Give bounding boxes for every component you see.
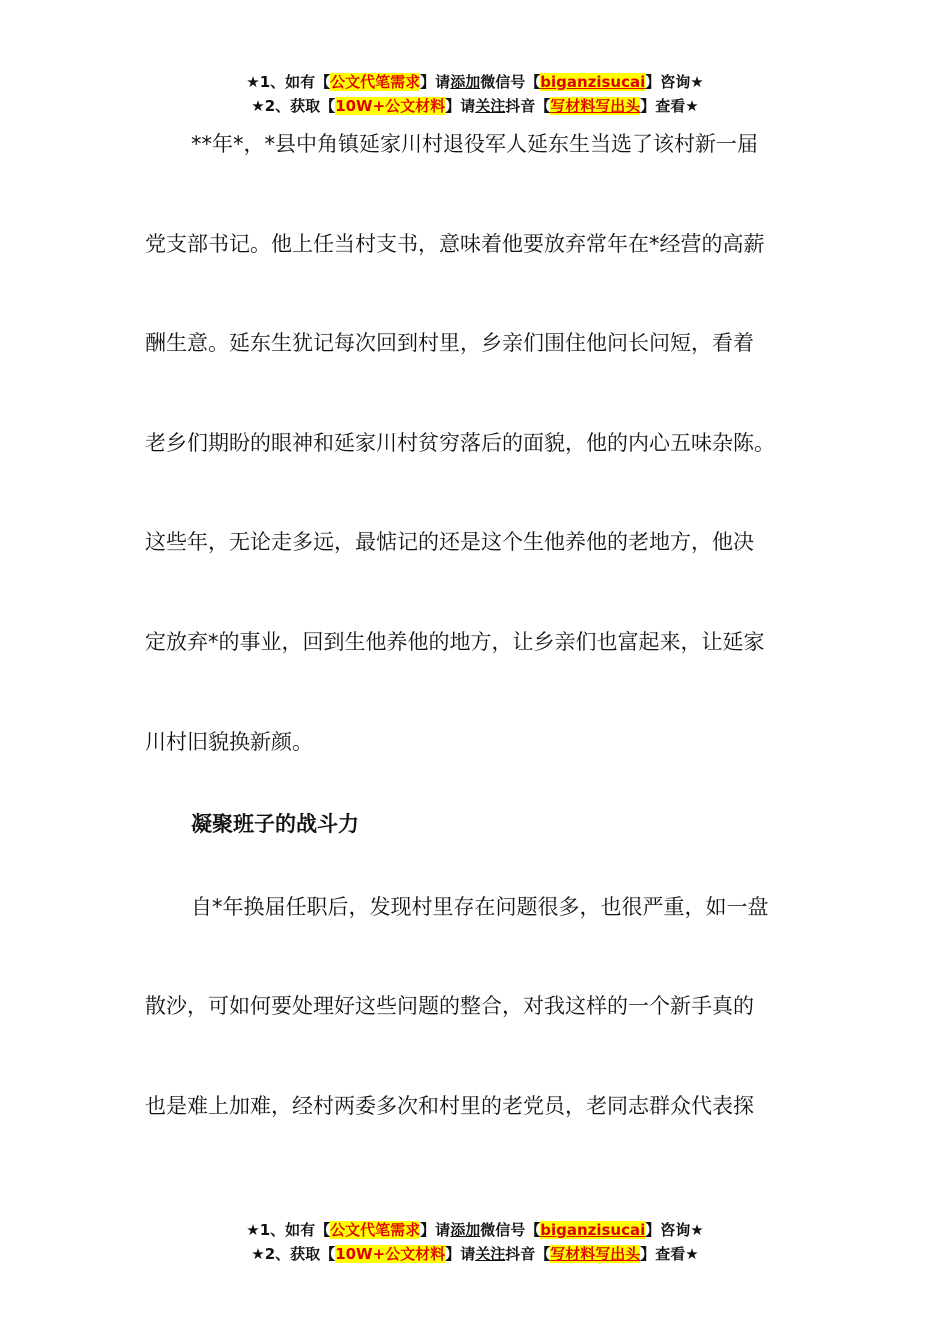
paragraph-line: 定放弃*的事业，回到生他养他的地方，让乡亲们也富起来，让延家 [145,630,765,654]
promo-line-1-mid: 】请 [420,1221,451,1239]
promo-line-1 [0,70,950,94]
paragraph-line: 自*年换届任职后，发现村里存在问题很多，也很严重，如一盘 [191,895,769,919]
section-heading: 凝聚班子的战斗力 [191,812,359,836]
promo-emphasis-add: 添加 [450,73,481,91]
promo-highlight-materials: 10W+公文材料 [335,1245,446,1263]
promo-line-1-suffix: 】咨询★ [645,1221,704,1239]
promo-line-2-prefix: ★2、获取【 [251,1245,336,1263]
promo-line-1 [0,1218,950,1242]
paragraph-line: 散沙，可如何要处理好这些问题的整合，对我这样的一个新手真的 [145,994,754,1018]
promo-line-2-suffix: 】查看★ [640,97,699,115]
promo-line-2 [0,94,950,118]
promo-emphasis-follow: 关注 [475,97,506,115]
paragraph-line: 酬生意。延东生犹记每次回到村里，乡亲们围住他问长问短，看着 [145,331,754,355]
promo-emphasis-follow: 关注 [475,1245,506,1263]
promo-wechat-id-link[interactable]: biganzisucai [540,1221,646,1239]
promo-line-1-mid2: 微信号【 [480,73,541,91]
paragraph-line: 党支部书记。他上任当村支书，意味着他要放弃常年在*经营的高薪 [145,232,765,256]
promo-line-2-mid2: 抖音【 [505,97,551,115]
promo-line-1-prefix: ★1、如有【 [246,73,331,91]
promo-highlight-materials: 10W+公文材料 [335,97,446,115]
promo-line-2-suffix: 】查看★ [640,1245,699,1263]
promo-line-2-mid: 】请 [445,97,476,115]
paragraph-line: 川村旧貌换新颜。 [145,730,313,754]
promo-wechat-id-link[interactable]: biganzisucai [540,73,646,91]
promo-line-1-mid: 】请 [420,73,451,91]
paragraph-line: 老乡们期盼的眼神和延家川村贫穷落后的面貌，他的内心五味杂陈。 [145,431,775,455]
promo-highlight-ghostwriting: 公文代笔需求 [330,73,421,91]
promo-header [0,70,950,118]
promo-footer [0,1218,950,1266]
promo-emphasis-add: 添加 [450,1221,481,1239]
promo-line-2-mid: 】请 [445,1245,476,1263]
promo-line-2-prefix: ★2、获取【 [251,97,336,115]
promo-line-1-mid2: 微信号【 [480,1221,541,1239]
paragraph-line: **年*，*县中角镇延家川村退役军人延东生当选了该村新一届 [191,132,758,156]
promo-line-1-prefix: ★1、如有【 [246,1221,331,1239]
promo-line-2 [0,1242,950,1266]
promo-douyin-account-link[interactable]: 写材料写出头 [550,1245,641,1263]
promo-douyin-account-link[interactable]: 写材料写出头 [550,97,641,115]
promo-line-2-mid2: 抖音【 [505,1245,551,1263]
paragraph-line: 也是难上加难，经村两委多次和村里的老党员，老同志群众代表探 [145,1094,754,1118]
paragraph-line: 这些年，无论走多远，最惦记的还是这个生他养他的老地方，他决 [145,530,754,554]
promo-line-1-suffix: 】咨询★ [645,73,704,91]
promo-highlight-ghostwriting: 公文代笔需求 [330,1221,421,1239]
